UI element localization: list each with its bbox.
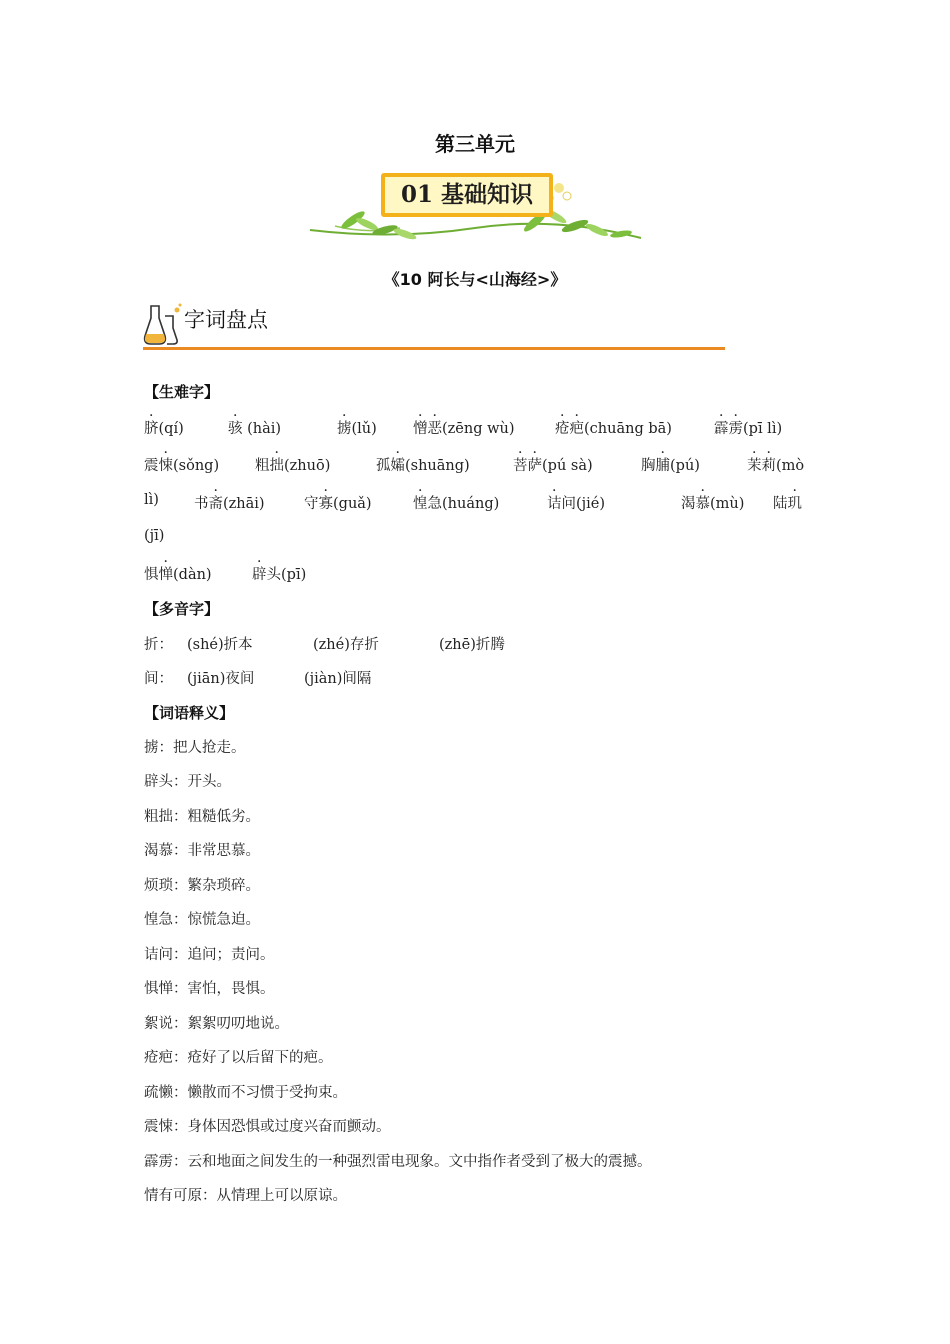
definition-item: 絮说：絮絮叨叨地说。 (144, 1016, 289, 1032)
heading-polyphones: 【多音字】 (144, 600, 220, 618)
definition-item: 情有可原：从情理上可以原谅。 (144, 1188, 347, 1204)
word-shuang: 孤孀(shuāng) (376, 458, 470, 474)
word-huang: 惶急(huáng) (413, 496, 500, 512)
word-luji: 陆玑 (773, 496, 802, 512)
word-jie: 诘问(jié) (547, 496, 606, 512)
definition-item: 惶急：惊慌急迫。 (144, 912, 260, 928)
word-zhuo: 粗拙(zhuō) (255, 458, 331, 474)
definition-item: 疏懒：懒散而不习惯于受拘束。 (144, 1085, 347, 1101)
word-dan: 惧惮(dàn) (144, 567, 212, 583)
section-banner (305, 168, 645, 248)
word-mu: 渴慕(mù) (681, 496, 745, 512)
word-pili: 霹雳(pī lì) (714, 421, 783, 437)
section-divider (143, 347, 725, 350)
word-hai: 骇 (hài) (228, 421, 282, 437)
polyphone-zhe-label: 折： (144, 637, 173, 653)
word-pu: 胸脯(pú) (641, 458, 700, 474)
word-gua: 守寡(guǎ) (304, 496, 372, 512)
word-pusa: 菩萨(pú sà) (513, 458, 593, 474)
word-song: 震悚(sǒng) (144, 458, 220, 474)
polyphone-jian-2: (jiàn)间隔 (304, 671, 372, 687)
word-moli-cont: lì) (144, 492, 159, 508)
word-zengwu: 憎恶(zēng wù) (413, 421, 515, 437)
word-pi: 辟头(pī) (252, 567, 307, 583)
lesson-title: 《10 阿长与<山海经>》 (383, 270, 567, 289)
section-title: 字词盘点 (184, 308, 268, 332)
definition-item: 惧惮：害怕，畏惧。 (144, 981, 275, 997)
polyphone-jian-1: (jiān)夜间 (187, 671, 255, 687)
definition-item: 烦琐：繁杂琐碎。 (144, 878, 260, 894)
lab-flask-icon (143, 302, 183, 348)
polyphone-jian-label: 间： (144, 671, 173, 687)
definition-item: 渴慕：非常思慕。 (144, 843, 260, 859)
word-lu: 掳(lǔ) (337, 421, 377, 437)
unit-title: 第三单元 (435, 132, 515, 156)
definition-item: 粗拙：粗糙低劣。 (144, 809, 260, 825)
word-chuangba: 疮疤(chuāng bā) (555, 421, 672, 437)
banner-text: 01 基础知识 (400, 181, 533, 208)
word-zhai: 书斋(zhāi) (194, 496, 265, 512)
definition-item: 霹雳：云和地面之间发生的一种强烈雷电现象。文中指作者受到了极大的震撼。 (144, 1154, 652, 1170)
word-qi: 脐(qí) (144, 421, 184, 437)
definition-item: 掳：把人抢走。 (144, 740, 246, 756)
definition-item: 诘问：追问；责问。 (144, 947, 275, 963)
definition-item: 震悚：身体因恐惧或过度兴奋而颤动。 (144, 1119, 391, 1135)
definition-item: 辟头：开头。 (144, 774, 231, 790)
word-moli: 茉莉(mò (747, 458, 805, 474)
heading-definitions: 【词语释义】 (144, 704, 235, 722)
heading-difficult-chars: 【生难字】 (144, 383, 220, 401)
word-luji-cont: (jī) (144, 528, 165, 544)
polyphone-zhe-3: (zhē)折腾 (439, 637, 505, 653)
polyphone-zhe-1: (shé)折本 (187, 637, 253, 653)
polyphone-zhe-2: (zhé)存折 (313, 637, 379, 653)
definition-item: 疮疤：疮好了以后留下的疤。 (144, 1050, 333, 1066)
section-header (143, 300, 725, 352)
